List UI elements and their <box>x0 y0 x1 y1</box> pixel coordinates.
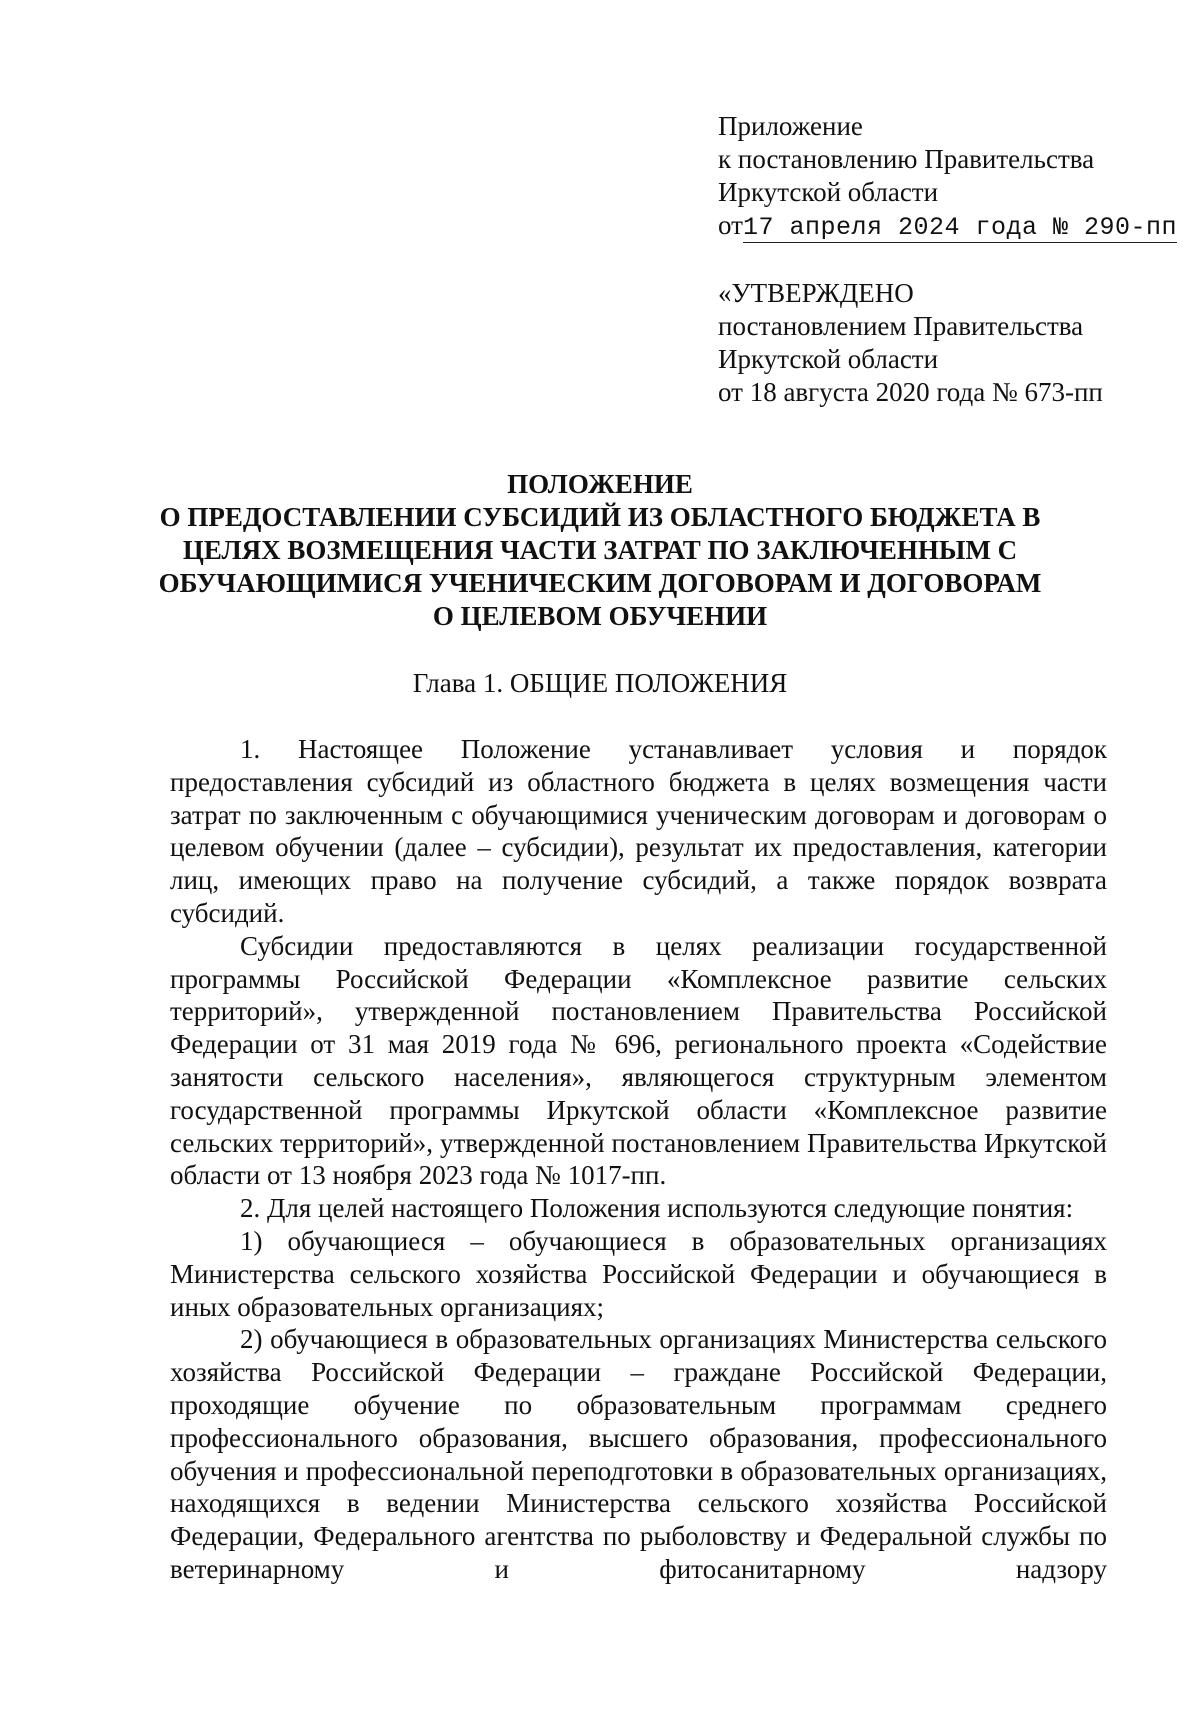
title-line-3: ЦЕЛЯХ ВОЗМЕЩЕНИЯ ЧАСТИ ЗАТРАТ ПО ЗАКЛЮЧЕННЫМ С <box>182 535 1018 565</box>
body-text <box>170 733 1107 1586</box>
title-line-1: ПОЛОЖЕНИЕ <box>507 469 693 499</box>
title-line-2: О ПРЕДОСТАВЛЕНИИ СУБСИДИЙ ИЗ ОБЛАСТНОГО БЮДЖЕТА В <box>159 502 1041 532</box>
approved-line-3: Иркутской области <box>718 344 939 374</box>
approved-line-2: постановлением Правительства <box>718 311 1084 341</box>
paragraph-4: 1) обучающиеся – обучающиеся в образовательных организациях Министерства сельского хозяйства Российской Федерации и обучающиеся в иных образовательных организациях; <box>170 1225 1107 1322</box>
appendix-date-line <box>718 209 1178 243</box>
appendix-date-prefix: от <box>718 210 743 240</box>
paragraph-3: 2. Для целей настоящего Положения используются следующие понятия: <box>240 1193 1074 1224</box>
paragraph-2: Субсидии предоставляются в целях реализации государственной программы Российской Федерации «Комплексное развитие сельских территорий», утвержденной постановлением Правительства Российской Федерации от 31 мая 2019 года № 696, регионального проекта «Содействие занятости сельского населения», являющегося структурным элементом государственной программы Иркутской области «Комплексное развитие сельских территорий», утвержденной постановлением Правительства Иркутской области от 13 ноября 2023 года № 1017-пп. <box>170 930 1107 1191</box>
appendix-line-3: Иркутской области <box>718 177 939 207</box>
title-line-4: ОБУЧАЮЩИМИСЯ УЧЕНИЧЕСКИМ ДОГОВОРАМ И ДОГОВОРАМ <box>158 568 1042 598</box>
appendix-date-value: 17 апреля 2024 года № 290-пп <box>742 213 1178 242</box>
approved-block <box>718 277 1138 409</box>
paragraph-5: 2) обучающиеся в образовательных организациях Министерства сельского хозяйства Российской Федерации – граждане Российской Федерации, проходящие обучение по образовательным программам среднего профессионального образования, высшего образования, профессионального обучения и профессиональной переподготовки в образовательных организациях, находящихся в ведении Министерства сельского хозяйства Российской Федерации, Федерального агентства по рыболовству и Федеральной службы по ветеринарному и фитосанитарному надзору <box>170 1324 1107 1584</box>
title-line-5: О ЦЕЛЕВОМ ОБУЧЕНИИ <box>432 601 768 631</box>
appendix-block <box>718 110 1178 243</box>
paragraph-1: 1. Настоящее Положение устанавливает условия и порядок предоставления субсидий из областного бюджета в целях возмещения части затрат по заключенным с обучающимися ученическим договорам и договорам о целевом обучении (далее – субсидии), результат их предоставления, категории лиц, имеющих право на получение субсидий, а также порядок возврата субсидий. <box>170 734 1107 928</box>
approved-line-1: «УТВЕРЖДЕНО <box>718 278 914 308</box>
document-title <box>150 468 1050 633</box>
approved-line-4: от 18 августа 2020 года № 673-пп <box>718 377 1103 407</box>
appendix-line-1: Приложение <box>718 111 863 141</box>
chapter-heading: Глава 1. ОБЩИЕ ПОЛОЖЕНИЯ <box>412 668 788 698</box>
appendix-line-2: к постановлению Правительства <box>718 144 1095 174</box>
